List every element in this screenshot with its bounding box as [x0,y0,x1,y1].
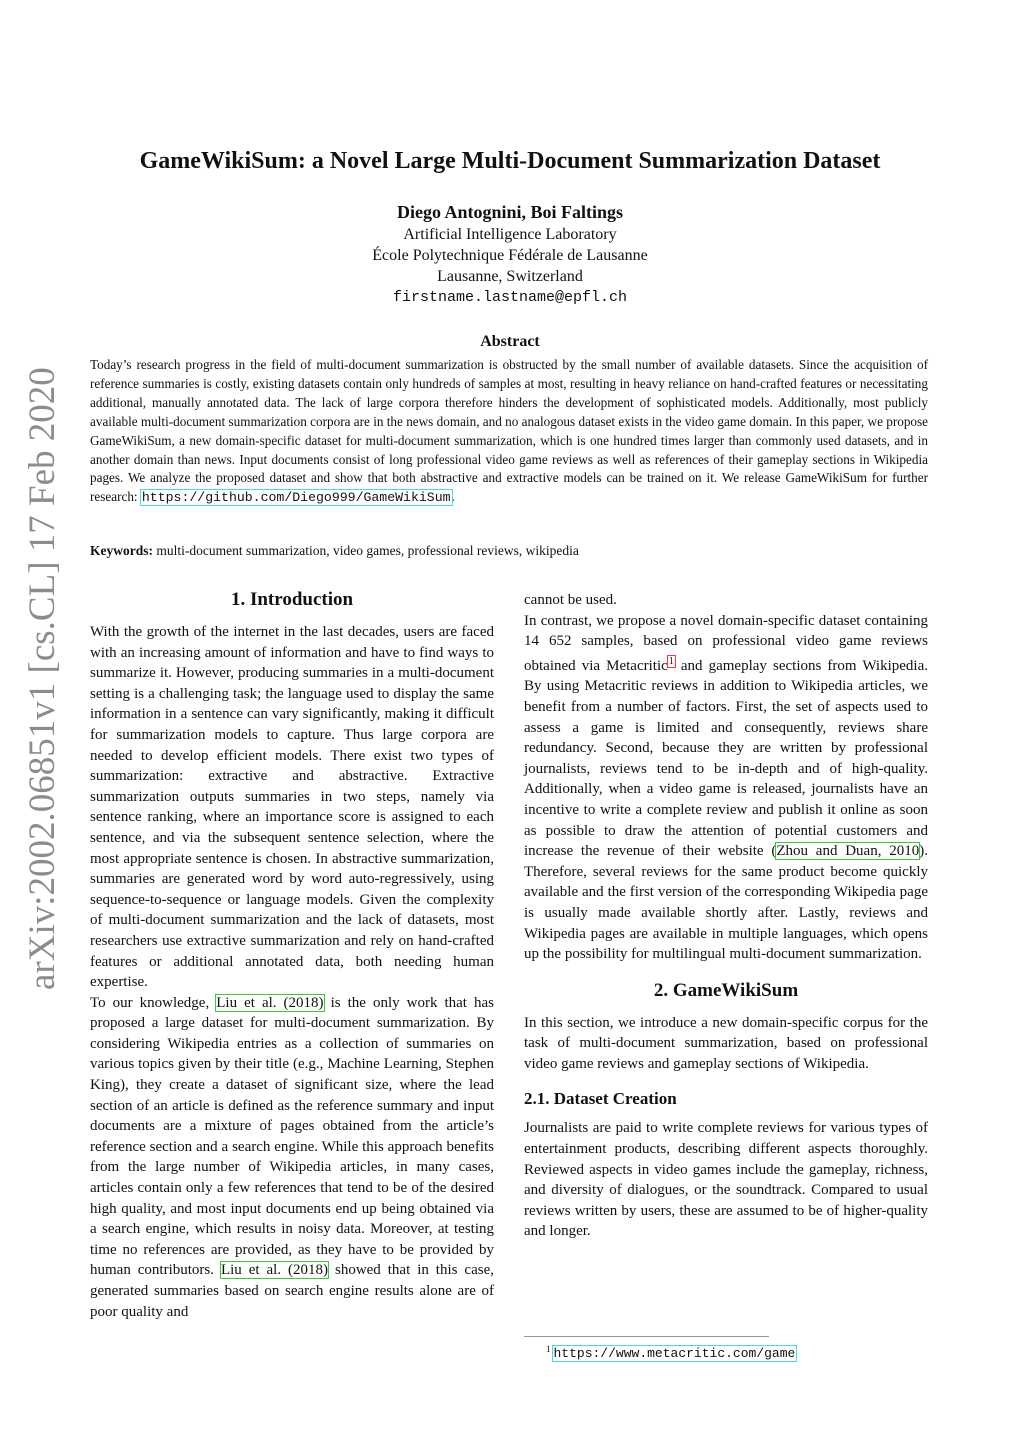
github-link[interactable]: https://github.com/Diego999/GameWikiSum [141,490,451,506]
footnote-mark: 1 [546,1344,551,1354]
subsection-paragraph: Journalists are paid to write complete reviews for various types of entertainment products, describing different aspects thoroughly. Reviewed aspects in video games include the gameplay, richness, and diversity of dialogues, or the soundtrack. Compared to usual reviews written by users, these are assumed to be of higher-quality and longer. [524,1120,928,1240]
author-block [90,200,930,308]
metacritic-link[interactable]: https://www.metacritic.com/game [553,1346,796,1362]
affiliation-lab: Artificial Intelligence Laboratory [403,226,617,243]
section2-heading: 2. GameWikiSum [653,979,799,1001]
intro-paragraph-4 [524,611,928,965]
author-names: Diego Antognini, Boi Faltings [396,202,624,222]
subsection-heading: 2.1. Dataset Creation [524,1089,677,1109]
citation-liu-2018-second[interactable]: Liu et al. (2018) [220,1262,329,1279]
author-email: firstname.lastname@epfl.ch [392,289,628,306]
abstract-body [90,356,928,508]
abstract-end: . [451,489,455,505]
intro-p4-middle: and gameplay sections from Wikipedia. By using Metacritic reviews in addition to Wikipedia articles, we benefit from a number of factors. First, the set of aspects used to assess a game is limited and consequently, reviews share redundancy. Second, because they are written by professional journalists, reviews tend to be in-depth and of high-quality. Additionally, when a video game is released, journalists have an incentive to write a complete review and publish it online as soon as possible to draw the attention of potential customers and increase the revenue of their website ( [524,657,928,860]
arxiv-identifier: arXiv:2002.06851v1 [cs.CL] 17 Feb 2020 [22,367,63,990]
paper-title: GameWikiSum: a Novel Large Multi-Document Summarization Dataset [139,148,881,174]
footnote-ref[interactable]: 1 [668,655,674,667]
keywords [90,543,930,559]
intro-heading: 1. Introduction [230,589,354,610]
abstract-text: Today’s research progress in the field of multi-document summarization is obstructed by the small number of available datasets. Since the acquisition of reference summaries is costly, existing datasets contain only hundreds of samples at most, resulting in heavy reliance on hand-crafted features or necessitating additional, manually annotated data. The lack of large corpora therefore hinders the development of sophisticated models. Additionally, most publicly available multi-document summarization corpora are in the news domain, and no analogous dataset exists in the video game domain. In this paper, we propose GameWikiSum, a new domain-specific dataset for multi-document summarization, which is one hundred times larger than commonly used datasets, and in another domain than news. Input documents consist of long professional video game reviews as well as references of their gameplay sections in Wikipedia pages. We analyze the proposed dataset and show that both abstractive and extractive models can be trained on it. We release GameWikiSum for further research: [90,357,928,505]
intro-p2-middle: is the only work that has proposed a large dataset for multi-document summarization. By considering Wikipedia entries as a collection of summaries on various topics given by their title (e.g., Machine Learning, Stephen King), they create a dataset of significant size, where the lead section of an article is defined as the reference summary and input documents are a mixture of pages obtained from the article’s reference section and a search engine. While this approach benefits from the large number of Wikipedia articles, in many cases, articles contain only a few references that tend to be of the desired high quality, and most input documents end up being obtained via a search engine, which results in noisy data. Moreover, at testing time no references are provided, as they have to be provided by human contributors. [90,994,494,1279]
section2-paragraph-1: In this section, we introduce a new domain-specific corpus for the task of multi-document summarization, based on professional video game reviews and gameplay sections of Wikipedia. [524,1014,928,1072]
citation-zhou-duan[interactable]: Zhou and Duan, 2010 [776,843,920,860]
intro-paragraph-3: cannot be used. [524,592,617,608]
intro-p4-start: In contrast, we propose a novel domain-specific dataset containing 14 652 samples, based on professional video game reviews obtained via Metacritic [524,612,928,674]
right-column [524,590,928,1242]
left-column [90,588,494,1322]
footnote [546,1344,796,1361]
footnote-divider [524,1336,769,1337]
affiliation-location: Lausanne, Switzerland [437,268,583,285]
intro-paragraph-2 [90,993,494,1323]
intro-p2-start: To our knowledge, [90,994,217,1011]
section-gap [524,965,928,979]
citation-liu-2018[interactable]: Liu et al. (2018) [216,994,324,1011]
subsection-gap [524,1074,928,1088]
intro-paragraph-1: With the growth of the internet in the last decades, users are faced with an increasing amount of information and have to find ways to summarize it. However, producing summaries in a multi-document setting is a challenging task; the language used to display the same information in a sentence can vary significantly, making it difficult for summarization models to capture. Thus large corpora are needed to develop efficient models. There exist two types of summarization: extractive and abstractive. Extractive summarization outputs summaries in two steps, namely via sentence ranking, where an importance score is assigned to each sentence, and via the subsequent sentence selection, where the most appropriate sentence is chosen. In abstractive summarization, summaries are generated word by word auto-regressively, using sequence-to-sequence or language models. Given the complexity of multi-document summarization and the lack of datasets, most researchers use extractive summarization and rely on hand-crafted features or additional annotated data, both needing human expertise. [90,624,494,991]
abstract-heading: Abstract [480,333,540,350]
intro-p2-end: showed that in this case, generated summaries based on search engine results alone are of poor quality and [90,1262,494,1320]
keywords-label: Keywords: [90,543,153,558]
intro-p4-end: ). Therefore, several reviews for the same product become quickly available and the first version of the corresponding Wikipedia page is usually made available shortly after. Lastly, reviews and Wikipedia pages are available in multiple languages, which opens up the possibility for multilingual multi-document summarization. [524,843,928,963]
keywords-text: multi-document summarization, video games, professional reviews, wikipedia [153,543,579,558]
affiliation-school: École Polytechnique Fédérale de Lausanne [372,247,648,264]
